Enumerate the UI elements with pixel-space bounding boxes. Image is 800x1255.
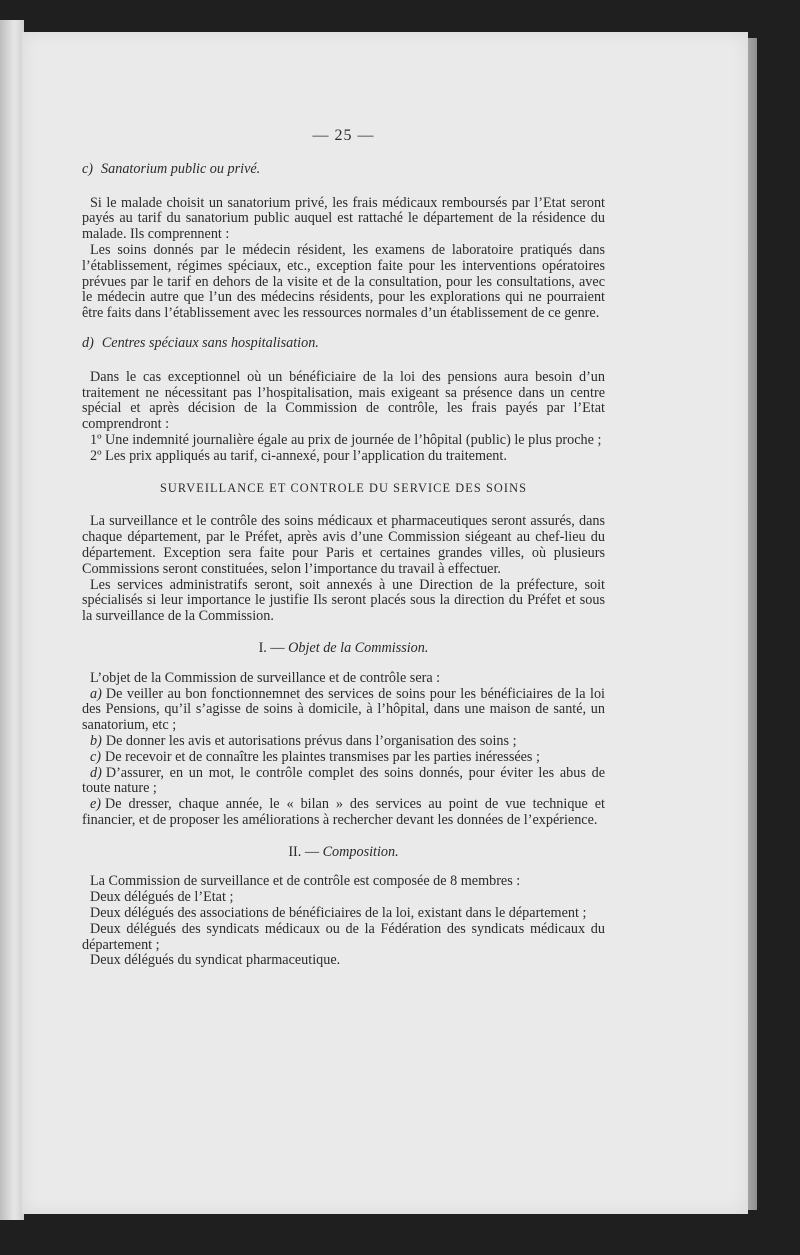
section-heading-II [82,845,605,861]
item-label: c) [90,748,102,765]
list-item [82,766,605,798]
paragraph: Dans le cas exceptionnel où un bénéficiaire de la loi des pensions aura besoin d’un traitement ne nécessitant pas l’hospitalisation, mais exigeant sa présence dans un centre spécial et après décision de la Commission de contrôle, les frais payés par l’Etat comprendront : [82,368,605,433]
item-text: De veiller au bon fonctionnemnet des services de soins pour les bénéficiaires de la loi des Pensions, qu’il s’agisse de soins à domicile, à l’hôpital, dans une maison de santé, un sanatorium, etc ; [82,685,605,734]
subsection-title: Sanatorium public ou privé. [101,160,261,177]
list-item: Deux délégués des syndicats médicaux ou de la Fédération des syndicats médicaux du département ; [82,920,605,953]
heading-title: Composition. [322,843,399,860]
paragraph: Les services administratifs seront, soit annexés à une Direction de la préfecture, soit spécialisés si leur importance le justifie Ils seront placés sous la direction du Préfet et sous la surveillance de la Commission. [82,576,605,625]
item-label: b) [90,732,102,749]
adjacent-page-edge [0,20,24,1220]
section-heading: SURVEILLANCE ET CONTROLE DU SERVICE DES SOINS [159,480,528,495]
subsection-letter: d) [82,334,94,351]
subsection-heading-d [82,336,605,352]
subsection-title: Centres spéciaux sans hospitalisation. [101,334,319,351]
paragraph: Les soins donnés par le médecin résident, les examens de laboratoire pratiqués dans l’établissement, régimes spéciaux, etc., exception faite pour les interventions opératoires prévues par le tarif en dehors de la visite et de la consultation, pour les consultations, avec le médecin autre que l’un des médecins résidents, pour les explorations qui ne pourraient être faits dans l’établissement avec les ressources normales d’un établissement de ce genre. [82,241,605,322]
paragraph: La Commission de surveillance et de contrôle est composée de 8 membres : [90,873,521,890]
section-heading-I [82,641,605,657]
list-item: 1º Une indemnité journalière égale au prix de journée de l’hôpital (public) le plus proche ; [90,431,602,448]
list-item [82,750,605,766]
list-item: Deux délégués du syndicat pharmaceutique. [90,952,341,969]
list-item: 2º Les prix appliqués au tarif, ci-annexé, pour l’application du traitement. [90,447,507,464]
item-text: De recevoir et de connaître les plaintes transmises par les parties inéressées ; [105,748,540,765]
item-text: D’assurer, en un mot, le contrôle complet des soins donnés, pour éviter les abus de toute nature ; [82,764,605,797]
paragraph: Si le malade choisit un sanatorium privé, les frais médicaux remboursés par l’Etat seront payés au tarif du sanatorium public auquel est rattaché le département de la résidence du malade. Ils comprennent : [82,194,605,243]
list-item [82,734,605,750]
subsection-heading-c [82,162,605,178]
item-text: De donner les avis et autorisations prévus dans l’organisation des soins ; [105,732,517,749]
heading-number: II. — [288,843,320,860]
page-number: — 25 — [312,127,375,144]
item-text: De dresser, chaque année, le « bilan » des services au point de vue technique et financier, et de proposer les améliorations à rechercher devant les données de l’expérience. [82,796,605,828]
list-item: Deux délégués de l’Etat ; [90,889,234,906]
subsection-letter: c) [82,160,94,177]
page-content [82,128,605,969]
list-item [82,687,605,734]
list-item [82,797,605,829]
item-label: a) [90,685,102,702]
paragraph: L’objet de la Commission de surveillance et de contrôle sera : [90,669,441,686]
paragraph: La surveillance et le contrôle des soins médicaux et pharmaceutiques seront assurés, dans chaque département, par le Préfet, après avis d’une Commission siégeant au chef-lieu du département. Exception sera faite pour Paris et certaines grandes villes, où plusieurs Commissions seront constituées, selon l’importance du travail à effectuer. [82,513,605,577]
heading-title: Objet de la Commission. [288,639,429,656]
heading-number: I. — [258,639,285,656]
item-label: e) [90,796,102,813]
list-item: Deux délégués des associations de bénéficiaires de la loi, existant dans le département ; [90,905,587,922]
item-label: d) [90,764,102,781]
